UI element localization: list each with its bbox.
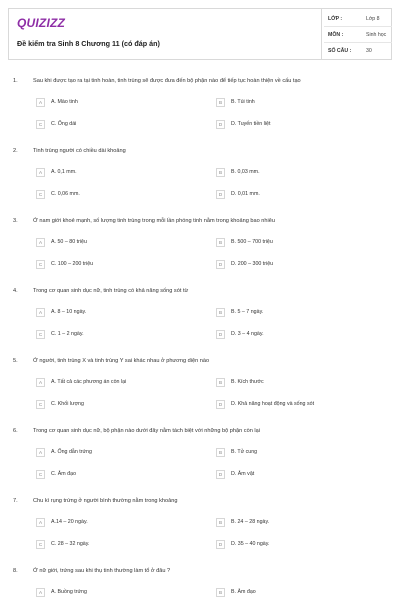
option-text: C. 1 – 2 ngày. bbox=[51, 331, 84, 337]
page-title: Đề kiểm tra Sinh 8 Chương 11 (có đáp án) bbox=[17, 39, 160, 48]
answer-option[interactable] bbox=[36, 330, 206, 342]
quizizz-logo: QUIZIZZ bbox=[17, 16, 66, 30]
option-letter-box: D bbox=[216, 540, 225, 549]
option-letter-box: D bbox=[216, 400, 225, 409]
option-text: B. 0,03 mm. bbox=[231, 169, 260, 175]
divider bbox=[324, 42, 392, 43]
answer-option[interactable] bbox=[216, 518, 386, 530]
meta-row-count bbox=[328, 45, 390, 57]
option-letter-box: B bbox=[216, 448, 225, 457]
answer-option[interactable] bbox=[216, 168, 386, 180]
question-text: Ở nữ giới, trứng sau khi thụ tinh thường làm tổ ở đâu ? bbox=[33, 568, 171, 574]
option-text: D. 3 – 4 ngày. bbox=[231, 331, 264, 337]
option-text: B. Kích thước bbox=[231, 379, 264, 385]
question-number: 4. bbox=[13, 288, 18, 294]
question-text: Chu kì rụng trứng ở người bình thường nằm trong khoảng bbox=[33, 498, 178, 504]
option-letter-box: A bbox=[36, 238, 45, 247]
option-letter-box: C bbox=[36, 470, 45, 479]
answer-option[interactable] bbox=[36, 308, 206, 320]
option-text: D. 0,01 mm. bbox=[231, 191, 260, 197]
answer-option[interactable] bbox=[216, 120, 386, 132]
option-text: A. 8 – 10 ngày. bbox=[51, 309, 87, 315]
option-letter-box: C bbox=[36, 120, 45, 129]
option-letter-box: A bbox=[36, 448, 45, 457]
option-text: D. 35 – 40 ngày. bbox=[231, 541, 270, 547]
option-text: A. Mào tinh bbox=[51, 99, 78, 105]
question-text: Sau khi được tạo ra tại tinh hoàn, tinh trùng sẽ được đưa đến bộ phận nào để tiếp tục hoàn thiện về cấu tạo bbox=[33, 78, 301, 84]
option-letter-box: A bbox=[36, 588, 45, 597]
answer-option[interactable] bbox=[216, 588, 386, 600]
option-text: C. Ống dái bbox=[51, 121, 77, 127]
option-text: B. 500 – 700 triệu bbox=[231, 239, 273, 245]
answer-option[interactable] bbox=[36, 588, 206, 600]
option-letter-box: B bbox=[216, 238, 225, 247]
option-letter-box: A bbox=[36, 518, 45, 527]
option-text: B. Tử cung bbox=[231, 449, 258, 455]
answer-option[interactable] bbox=[36, 448, 206, 460]
option-text: A. Tất cả các phương án còn lại bbox=[51, 379, 127, 385]
option-text: D. 200 – 300 triệu bbox=[231, 261, 274, 267]
meta-label: MÔN : bbox=[328, 32, 344, 38]
option-text: A.14 – 20 ngày. bbox=[51, 519, 88, 525]
option-text: C. 100 – 200 triệu bbox=[51, 261, 94, 267]
option-letter-box: D bbox=[216, 190, 225, 199]
option-text: B. 5 – 7 ngày. bbox=[231, 309, 264, 315]
answer-option[interactable] bbox=[216, 540, 386, 552]
question-text: Ở người, tinh trùng X và tinh trùng Y sai khác nhau ở phương diện nào bbox=[33, 358, 210, 364]
option-text: A. Buồng trứng bbox=[51, 589, 87, 595]
answer-option[interactable] bbox=[216, 448, 386, 460]
option-text: B. Âm đạo bbox=[231, 589, 256, 595]
option-text: A. 0,1 mm. bbox=[51, 169, 77, 175]
answer-option[interactable] bbox=[36, 190, 206, 202]
question-number: 7. bbox=[13, 498, 18, 504]
question-number: 3. bbox=[13, 218, 18, 224]
meta-value: 30 bbox=[366, 48, 372, 54]
answer-option[interactable] bbox=[216, 238, 386, 250]
answer-option[interactable] bbox=[216, 378, 386, 390]
answer-option[interactable] bbox=[216, 190, 386, 202]
option-text: C. 0,06 mm. bbox=[51, 191, 80, 197]
answer-option[interactable] bbox=[36, 378, 206, 390]
option-letter-box: A bbox=[36, 308, 45, 317]
divider bbox=[324, 26, 392, 27]
option-letter-box: D bbox=[216, 260, 225, 269]
meta-row-subject bbox=[328, 29, 390, 41]
meta-label: LỚP : bbox=[328, 16, 343, 22]
meta-panel bbox=[321, 9, 394, 59]
worksheet-header bbox=[8, 8, 392, 60]
option-text: C. Âm đạo bbox=[51, 471, 77, 477]
answer-option[interactable] bbox=[36, 400, 206, 412]
option-text: C. Khối lượng bbox=[51, 401, 84, 407]
meta-value: Sinh học bbox=[366, 32, 387, 38]
answer-option[interactable] bbox=[216, 98, 386, 110]
answer-option[interactable] bbox=[36, 518, 206, 530]
option-letter-box: D bbox=[216, 120, 225, 129]
option-letter-box: B bbox=[216, 588, 225, 597]
answer-option[interactable] bbox=[216, 330, 386, 342]
option-letter-box: D bbox=[216, 470, 225, 479]
question-number: 8. bbox=[13, 568, 18, 574]
option-letter-box: C bbox=[36, 260, 45, 269]
question-text: Trong cơ quan sinh dục nữ, bộ phận nào dưới đây nằm tách biệt với những bộ phận còn lại bbox=[33, 428, 260, 434]
question-number: 6. bbox=[13, 428, 18, 434]
option-letter-box: B bbox=[216, 518, 225, 527]
answer-option[interactable] bbox=[216, 400, 386, 412]
option-text: A. Ống dẫn trứng bbox=[51, 449, 92, 455]
question-number: 5. bbox=[13, 358, 18, 364]
question-number: 2. bbox=[13, 148, 18, 154]
option-letter-box: B bbox=[216, 308, 225, 317]
option-letter-box: A bbox=[36, 98, 45, 107]
option-letter-box: B bbox=[216, 378, 225, 387]
option-letter-box: B bbox=[216, 168, 225, 177]
question-number: 1. bbox=[13, 78, 18, 84]
option-text: B. Túi tinh bbox=[231, 99, 255, 105]
option-letter-box: C bbox=[36, 540, 45, 549]
answer-option[interactable] bbox=[216, 308, 386, 320]
meta-value: Lớp 8 bbox=[366, 16, 380, 22]
answer-option[interactable] bbox=[36, 168, 206, 180]
answer-option[interactable] bbox=[36, 120, 206, 132]
option-letter-box: C bbox=[36, 190, 45, 199]
answer-option[interactable] bbox=[216, 470, 386, 482]
option-letter-box: A bbox=[36, 378, 45, 387]
option-letter-box: A bbox=[36, 168, 45, 177]
option-letter-box: C bbox=[36, 330, 45, 339]
question-text: Tinh trùng người có chiều dài khoảng bbox=[33, 148, 126, 154]
answer-option[interactable] bbox=[36, 540, 206, 552]
answer-option[interactable] bbox=[216, 260, 386, 272]
question-text: Ở nam giới khoẻ mạnh, số lượng tinh trùng trong mỗi lần phóng tinh nằm trong khoảng bao nhiêu bbox=[33, 218, 275, 224]
question-text: Trong cơ quan sinh dục nữ, tinh trùng có khả năng sống sót từ bbox=[33, 288, 189, 294]
option-letter-box: B bbox=[216, 98, 225, 107]
option-letter-box: D bbox=[216, 330, 225, 339]
meta-label: SỐ CÂU : bbox=[328, 48, 352, 54]
answer-option[interactable] bbox=[36, 98, 206, 110]
answer-option[interactable] bbox=[36, 470, 206, 482]
option-text: C. 28 – 32 ngày. bbox=[51, 541, 90, 547]
option-text: D. Tuyến tiền liệt bbox=[231, 121, 271, 127]
option-text: A. 50 – 80 triệu bbox=[51, 239, 87, 245]
option-text: B. 24 – 28 ngày. bbox=[231, 519, 270, 525]
meta-row-class bbox=[328, 13, 390, 25]
answer-option[interactable] bbox=[36, 238, 206, 250]
answer-option[interactable] bbox=[36, 260, 206, 272]
option-letter-box: C bbox=[36, 400, 45, 409]
option-text: D. Âm vật bbox=[231, 471, 255, 477]
option-text: D. Khả năng hoạt động và sống sót bbox=[231, 401, 315, 407]
